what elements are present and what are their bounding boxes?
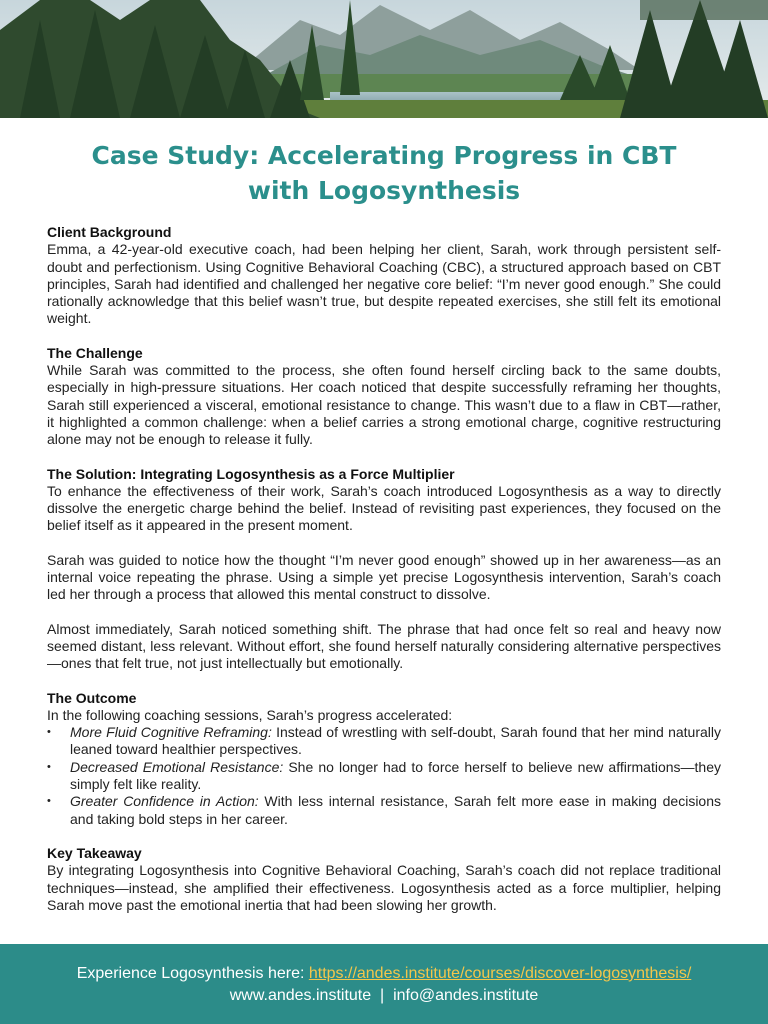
bullet-icon: •: [47, 795, 51, 808]
page-title: [0, 138, 768, 208]
list-item-term: More Fluid Cognitive Reframing:: [70, 724, 272, 741]
section-heading-solution: The Solution: Integrating Logosynthesis as a Force Multiplier: [47, 465, 455, 482]
solution-paragraph-2: Sarah was guided to notice how the thought “I’m never good enough” showed up in her awareness—as an internal voice repeating the phrase. Using a simple yet precise Logosynthesis intervention, Sarah’s coach led her through a process that allowed this mental construct to dissolve.: [47, 551, 721, 603]
list-item-text: Instead of wrestling with self-doubt, Sarah found that her mind naturally leaned toward healthier perspectives.: [70, 724, 721, 758]
takeaway-paragraph: By integrating Logosynthesis into Cognitive Behavioral Coaching, Sarah’s coach did not replace traditional techniques—instead, she amplified their effectiveness. Logosynthesis acted as a force multiplier, helping Sarah move past the emotional inertia that had been slowing her growth.: [47, 862, 721, 913]
footer-cta-text: Experience Logosynthesis here:: [76, 965, 309, 982]
footer-cta-line: [0, 964, 768, 984]
title-line-2: with Logosynthesis: [247, 176, 521, 205]
course-link[interactable]: https://andes.institute/courses/discover-logosynthesis/: [308, 965, 692, 982]
section-heading-takeaway: Key Takeaway: [47, 844, 142, 861]
list-item: [47, 759, 721, 794]
section-heading-background: Client Background: [47, 224, 172, 240]
list-item-term: Decreased Emotional Resistance:: [70, 758, 284, 775]
section-heading-challenge: The Challenge: [47, 344, 143, 361]
footer-banner: [0, 944, 768, 1024]
list-item: [47, 793, 721, 828]
outcome-list: [47, 724, 721, 828]
list-item: [47, 724, 721, 759]
article-body: [47, 224, 721, 914]
background-paragraph: Emma, a 42-year-old executive coach, had been helping her client, Sarah, work through persistent self-doubt and perfectionism. Using Cognitive Behavioral Coaching (CBC), a structured approach based on CBT principles, Sarah had identified and challenged her negative core belief: “I’m never good enough.” She could rationally acknowledge that this belief wasn’t true, but despite repeated exercises, she still felt its emotional weight.: [47, 241, 721, 327]
bullet-icon: •: [47, 760, 51, 773]
list-item-term: Greater Confidence in Action:: [70, 793, 259, 810]
list-item-text: With less internal resistance, Sarah felt more ease in making decisions and taking bold steps in her career.: [70, 793, 721, 827]
challenge-paragraph: While Sarah was committed to the process, she often found herself circling back to the same doubts, especially in high-pressure situations. Her coach noticed that despite successfully reframing her thoughts, Sarah still experienced a visceral, emotional resistance to change. This wasn’t due to a flaw in CBT—rather, it highlighted a common challenge: when a belief carries a strong emotional charge, cognitive restructuring alone may not be enough to release it fully.: [47, 362, 721, 448]
solution-paragraph-3: Almost immediately, Sarah noticed something shift. The phrase that had once felt so real and heavy now seemed distant, less relevant. Without effort, she found herself naturally considering alternative perspectives—ones that felt true, not just intellectually but emotionally.: [47, 620, 721, 672]
header-landscape-image: [0, 0, 768, 118]
solution-paragraph-1: To enhance the effectiveness of their work, Sarah’s coach introduced Logosynthesis as a way to directly dissolve the energetic charge behind the belief. Instead of revisiting past experiences, they focused on the belief itself as it appeared in the present moment.: [47, 482, 721, 534]
section-heading-outcome: The Outcome: [47, 689, 137, 706]
list-item-text: She no longer had to force herself to believe new affirmations—they simply felt like reality.: [70, 758, 721, 793]
bullet-icon: •: [47, 726, 51, 739]
title-line-1: Case Study: Accelerating Progress in CBT: [91, 141, 677, 170]
footer-contact: www.andes.institute | info@andes.institute: [229, 987, 539, 1004]
outcome-intro: In the following coaching sessions, Sarah’s progress accelerated:: [47, 706, 453, 723]
